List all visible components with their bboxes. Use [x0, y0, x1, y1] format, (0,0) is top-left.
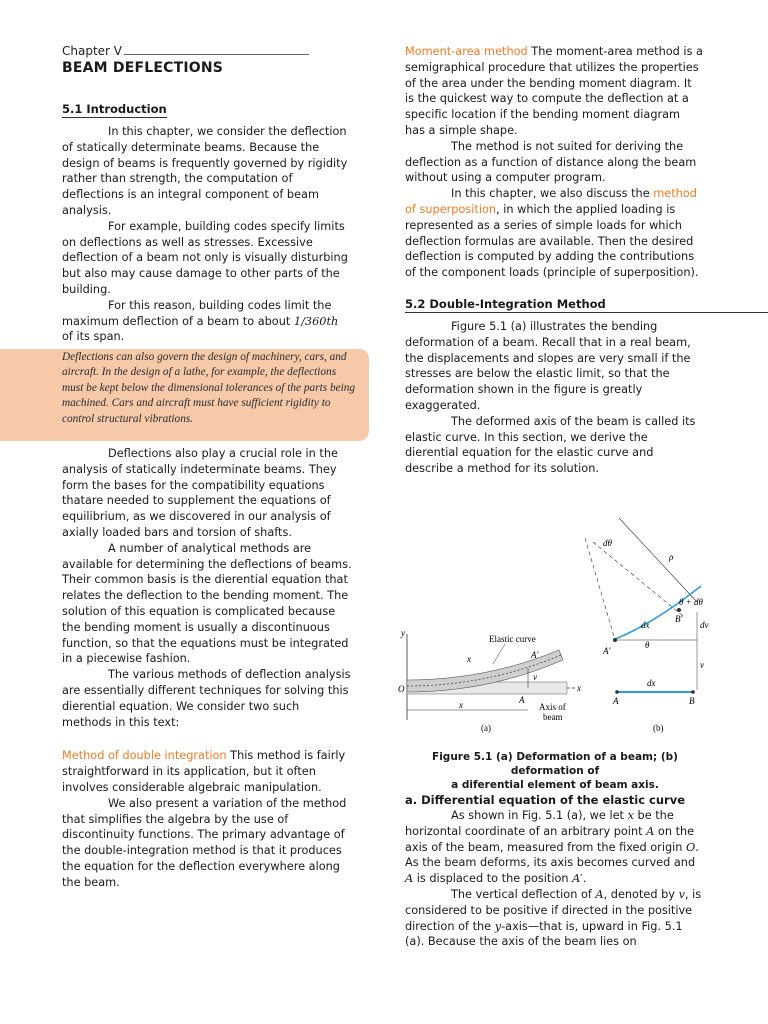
point-label: B′: [675, 614, 683, 624]
elastic-curve-label: Elastic curve: [489, 634, 536, 644]
axis-beam-label: Axis of: [539, 702, 566, 712]
figure-svg: [397, 512, 707, 737]
text-run: on the axis of the beam, measured from the fixed origin: [405, 824, 695, 854]
callout-box: [0, 349, 369, 441]
paragraph: The method is not suited for deriving the deflection as a function of distance along the beam without using a computer program.: [405, 139, 697, 185]
text-run: In this chapter, we also discuss the: [451, 187, 654, 201]
text-run: For this reason, building codes limit the maximum deflection of a beam to about: [62, 298, 332, 328]
angle-label: θ: [645, 640, 650, 650]
math-inline: A′: [572, 872, 583, 886]
radius-label: ρ: [669, 552, 674, 562]
x-axis-label: x: [577, 683, 581, 693]
paragraph: In this chapter, we consider the deflection of statically determinate beams. Because the design of beams is frequently governed by rigidity rather than strength, the computation of deflections is an integral component of beam analysis.: [62, 125, 348, 217]
section-heading-5-2: 5.2 Double-Integration Method: [405, 297, 768, 313]
deflection-label: v: [533, 672, 537, 682]
dx-label: dx: [641, 620, 650, 630]
text-run: , in which the applied loading is represented as a series of simple loads for which deflection formulas are available. Then the desired deflection is computed by adding the contributions of the component loads (principle of superposition).: [405, 202, 699, 280]
x-dim-label: x: [459, 700, 463, 710]
text-run: The vertical deflection of: [451, 887, 596, 901]
chapter-label: [62, 44, 352, 58]
paragraph: The deformed axis of the beam is called its elastic curve. In this section, we derive the dierential equation for the elastic curve and describe a method for its solution.: [405, 414, 696, 476]
point-marker: [615, 690, 619, 694]
subfigure-label-b: (b): [653, 723, 664, 733]
element-curve: [613, 586, 701, 640]
radius-line: [619, 518, 697, 602]
text-run: , denoted by: [603, 887, 679, 901]
axis-beam-label: beam: [543, 712, 563, 722]
origin-label: O: [398, 684, 405, 694]
paragraph: Deflections also play a crucial role in the analysis of statically indeterminate beams. They form the bases for the compatibility equations thatare needed to supplement the equations of equilibrium, as we discovered in our analysis of axially loaded bars and torsion of shafts.: [62, 447, 338, 539]
point-label: A′: [603, 646, 611, 656]
paragraph: A number of analytical methods are available for determining the deflections of beams. Their common basis is the dierential equation that relates the deflection to the bending moment. The solution of this equation is complicated because the bending moment is usually a discontinuous function, so that the equations must be integrated in a piecewise fashion.: [62, 541, 352, 666]
math-inline: A: [595, 887, 604, 901]
caption-line: Figure 5.1 (a) Deformation of a beam; (b) deformation of: [432, 751, 678, 777]
left-column-continued: [62, 446, 352, 891]
text-run: of its span.: [62, 330, 125, 344]
point-label: A: [519, 695, 525, 705]
callout-text: Deflections can also govern the design of machinery, cars, and aircraft. In the design of a lathe, for example, the deflections must be kept below the dimensional tolerances of the parts being machined. Cars and aircraft must have sufficient rigidity to control structural vibrations.: [62, 351, 356, 425]
angle-label: θ + dθ: [679, 597, 703, 607]
math-inline: A: [646, 824, 655, 838]
page-title: BEAM DEFLECTIONS: [62, 60, 224, 76]
paragraph-moment-area: [405, 44, 703, 139]
point-label: B: [689, 696, 695, 706]
figure-5-1: [397, 512, 707, 737]
method-label: Moment-area method: [405, 45, 528, 58]
paragraph-method-double-integration: [62, 748, 352, 795]
section-heading-5-1: 5.1 Introduction: [62, 102, 167, 116]
math-inline: v: [678, 887, 685, 901]
x-dim-label: x: [467, 654, 471, 664]
text-run: . As the beam deforms, its axis becomes curved and: [405, 840, 699, 870]
right-column: [405, 44, 703, 477]
math-inline: x: [627, 809, 634, 822]
subsection-heading: a. Differential equation of the elastic curve: [405, 793, 686, 807]
text-run: -axis—that is, upward in Fig. 5.1 (a). Because the axis of the beam lies on: [405, 919, 683, 949]
math-inline: O: [686, 840, 696, 854]
chapter-text: Chapter V: [62, 44, 122, 58]
math-inline: y: [494, 919, 502, 933]
point-label: A′: [531, 650, 539, 660]
figure-a: [398, 628, 581, 733]
v-label: v: [700, 660, 704, 670]
text-run: This method is fairly straightforward in its application, but it often involves considerable algebraic manipulation.: [62, 749, 346, 794]
radius-line: [585, 538, 615, 640]
text-run: , is considered to be positive if directed in the positive direction of the: [405, 887, 702, 933]
paragraph: [405, 186, 703, 281]
paragraph: [62, 298, 352, 345]
figure-caption: [395, 750, 715, 792]
method-label: method of superposition: [405, 187, 697, 216]
method-label: Method of double integration: [62, 749, 227, 763]
left-column: [62, 44, 352, 345]
paragraph: For example, building codes specify limits on deflections as well as stresses. Excessive deflection of a beam not only is visually disturbing but also may cause damage to other parts of the building.: [62, 219, 348, 296]
caption-line: a diferential element of beam axis.: [451, 779, 659, 791]
paragraph: We also present a variation of the method that simplifies the algebra by the use of discontinuity functions. The primary advantage of the double-integration method is that it produces the equation for the deflection everywhere along the beam.: [62, 796, 347, 889]
subfigure-label-a: (a): [481, 723, 491, 733]
paragraph: [405, 808, 703, 887]
leader-line: [493, 644, 505, 664]
point-label: A: [613, 696, 619, 706]
chapter-rule: [124, 44, 309, 55]
paragraph: The various methods of deflection analysis are essentially different techniques for solving this dierential equation. We consider two such methods in this text:: [62, 668, 351, 729]
math-inline: 1/360th: [293, 314, 339, 328]
point-marker: [691, 690, 695, 694]
text-run: .: [582, 872, 587, 886]
dx-label: dx: [647, 678, 656, 688]
subsection-a: [405, 793, 703, 950]
figure-b: [585, 518, 709, 733]
paragraph: [405, 887, 703, 950]
y-axis-label: y: [401, 628, 405, 638]
math-inline: A: [405, 872, 414, 886]
text-run: be the horizontal coordinate of an arbitrary point: [405, 809, 674, 838]
text-run: is displaced to the position: [413, 872, 573, 886]
dv-label: dv: [700, 620, 709, 630]
angle-label: dθ: [603, 538, 612, 548]
paragraph: Figure 5.1 (a) illustrates the bending deformation of a beam. Recall that in a real beam, the displacements and slopes are very small if the stresses are below the elastic limit, so that the deformation shown in the figure is greatly exaggerated.: [405, 319, 691, 412]
text-run: The moment-area method is a semigraphical procedure that utilizes the properties of the area under the bending moment diagram. It is the quickest way to compute the deflection at a specific location if the bending moment diagram has a simple shape.: [405, 45, 703, 137]
point-marker: [677, 608, 681, 612]
text-run: As shown in Fig. 5.1 (a), we let: [451, 809, 628, 822]
